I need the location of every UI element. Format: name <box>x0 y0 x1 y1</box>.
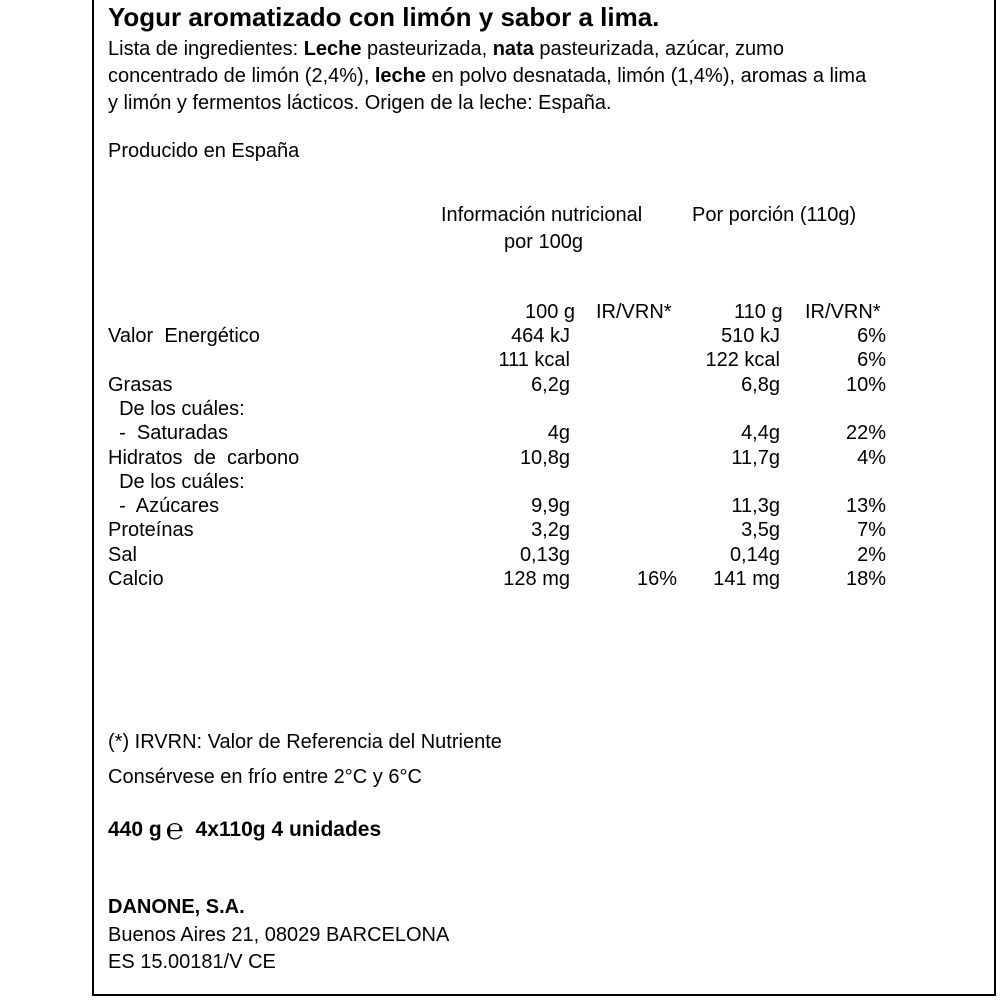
col-header-110g: 110 g <box>734 301 783 323</box>
irvrn-per-portion: 18% <box>845 568 886 590</box>
irvrn-per-portion: 6% <box>857 349 886 372</box>
irvrn-per-portion: 4% <box>857 446 886 469</box>
nutrient-label: Calcio <box>108 568 164 590</box>
company-address: Buenos Aires 21, 08029 BARCELONA <box>108 924 450 946</box>
value-per-portion: 11,3g <box>731 495 780 518</box>
nutrition-header-100g-line1: Información nutricional <box>441 204 643 226</box>
irvrn-per-portion: 22% <box>845 422 886 445</box>
nutrient-label: - Saturadas <box>108 422 229 445</box>
estimated-sign-icon: ℮ <box>165 813 184 846</box>
value-per-100g: 0,13g <box>519 543 570 566</box>
col-header-100g: 100 g <box>525 301 576 323</box>
value-per-100g: 464 kJ <box>511 325 570 347</box>
units-detail: 4x110g 4 unidades <box>195 818 382 841</box>
value-per-100g: 111 kcal <box>498 349 570 372</box>
net-weight: 440 g <box>108 818 162 841</box>
net-quantity <box>108 813 382 846</box>
footnote: (*) IRVRN: Valor de Referencia del Nutriente <box>108 731 502 753</box>
nutrient-label: Hidratos de carbono <box>108 446 300 469</box>
irvrn-per-100g: 16% <box>636 568 677 590</box>
irvrn-per-portion: 2% <box>857 543 886 566</box>
value-per-portion: 141 mg <box>713 568 780 590</box>
value-per-portion: 11,7g <box>731 446 780 469</box>
ingredient-text: Lista de ingredientes: <box>108 38 304 60</box>
weight-with-estimated-sign <box>108 813 184 846</box>
ingredient-text: pasteurizada, <box>361 38 493 60</box>
value-per-100g: 6,2g <box>531 373 570 396</box>
company-registry: ES 15.00181/V CE <box>108 951 276 973</box>
irvrn-per-portion: 7% <box>857 519 886 542</box>
nutrient-label: De los cuáles: <box>108 470 245 493</box>
nutrient-label: Grasas <box>108 373 173 396</box>
ingredient-text: pasteurizada, azúcar, zumo concentrado de limón (2,4%), <box>108 38 784 87</box>
ingredient-allergen: Leche <box>303 38 362 60</box>
value-per-100g: 128 mg <box>503 568 570 590</box>
nutrition-header-portion: Por porción (110g) <box>692 204 857 226</box>
value-per-portion: 0,14g <box>729 543 780 566</box>
value-per-100g: 4g <box>547 422 570 445</box>
col-header-irvrn-100g: IR/VRN* <box>596 301 672 323</box>
ingredient-allergen: nata <box>492 38 534 60</box>
ingredient-text: en polvo desnatada, limón (1,4%), aromas a lima y limón y fermentos lácticos. Origen de la leche: España. <box>108 65 867 114</box>
value-per-portion: 6,8g <box>741 373 780 396</box>
nutrient-label: De los cuáles: <box>108 397 245 420</box>
value-per-portion: 3,5g <box>741 519 780 542</box>
value-per-100g: 3,2g <box>531 519 570 542</box>
nutrient-label: Proteínas <box>108 519 194 542</box>
product-title: Yogur aromatizado con limón y sabor a lima. <box>108 2 660 32</box>
nutrient-label: Valor Energético <box>108 325 260 347</box>
irvrn-per-portion: 6% <box>857 325 886 347</box>
origin-text: Producido en España <box>108 140 300 162</box>
irvrn-per-portion: 13% <box>845 495 886 518</box>
company-name: DANONE, S.A. <box>108 896 245 918</box>
ingredients-list <box>108 36 878 117</box>
value-per-100g: 9,9g <box>531 495 570 518</box>
value-per-100g: 10,8g <box>519 446 570 469</box>
value-per-portion: 122 kcal <box>705 349 780 372</box>
nutrient-label: - Azúcares <box>108 495 220 518</box>
storage-instructions: Consérvese en frío entre 2°C y 6°C <box>108 766 422 788</box>
value-per-portion: 4,4g <box>741 422 780 445</box>
col-header-irvrn-portion: IR/VRN* <box>805 301 881 323</box>
value-per-portion: 510 kJ <box>721 325 780 347</box>
nutrition-header-100g-line2: por 100g <box>504 231 583 253</box>
irvrn-per-portion: 10% <box>845 373 886 396</box>
nutrient-label: Sal <box>108 543 137 566</box>
ingredient-allergen: leche <box>374 65 426 87</box>
